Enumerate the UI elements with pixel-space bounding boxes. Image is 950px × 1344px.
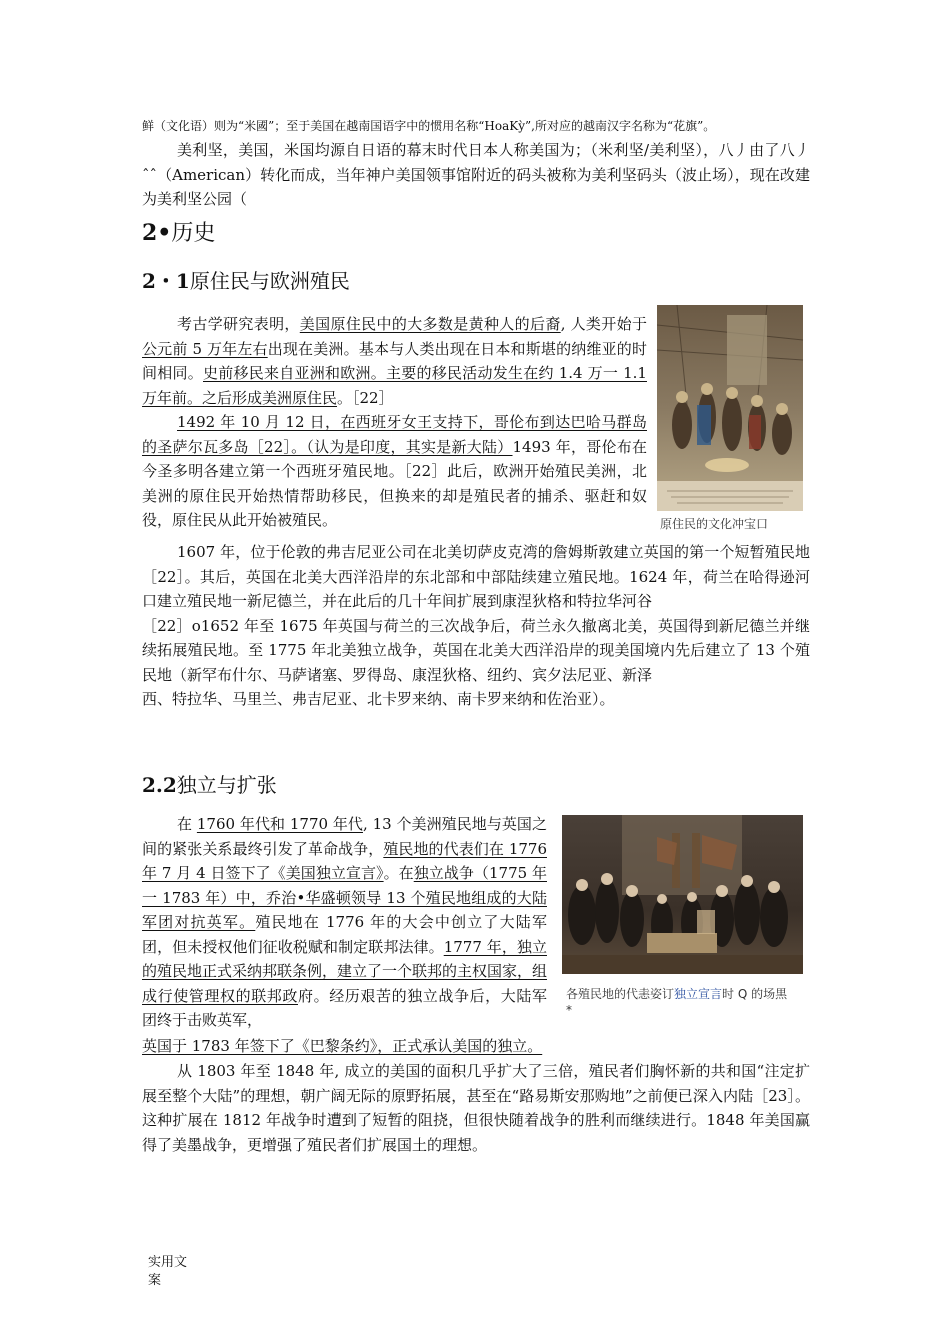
intro-text: 美利坚，美国，米国均源自日语的幕末时代日本人称美国为；（米利坚/美利坚），八丿由了八丿ˆˆ（American）转化而成，当年神户美国领事馆附近的码头被称为美利坚码头（波止场），现在改建为美利坚公园（ bbox=[142, 141, 810, 208]
section-2-2-expansion bbox=[142, 1059, 810, 1157]
section-2-1-colonies bbox=[142, 540, 810, 712]
top-line: 鲜（文化语）则为“米國”；至于美国在越南国语字中的惯用名称“HoaKỳ”,所对应的越南汉字名称为“花旗”。 bbox=[142, 119, 716, 133]
link-articles-of-confederation[interactable]: 1777 年，独立的殖民地正式采纳邦联条例，建立了一个联邦的主权国家，组成行使管理权的联邦政 bbox=[142, 937, 548, 1005]
link-50000-bc[interactable]: 公元前 5 万年左右 bbox=[142, 339, 268, 358]
link-declaration-signing[interactable]: 殖民地的代表们在 1776 年 7 月 4 日签下了《美国独立宣言》 bbox=[142, 839, 547, 882]
paragraph-expansion: 从 1803 年至 1848 年, 成立的美国的面积几乎扩大了三倍，殖民者们胸怀新的共和国“注定扩展至整个大陆”的理想，朝广阔无际的原野拓展，甚至在“路易斯安那购地”之前便已深入内陆［23］。这种扩展在 1812 年战争时遭到了短暂的阻挠，但很快随着战争的胜利而继续进行。1848 年美国赢得了美墨战争，更增强了殖民者们扩展国土的理想。 bbox=[142, 1062, 810, 1154]
painting-picture-icon bbox=[562, 815, 803, 974]
caption-link-declaration[interactable]: 独立宣言 bbox=[674, 987, 723, 1001]
section-2-1-heading bbox=[142, 267, 350, 295]
native-culture-illustration bbox=[657, 305, 803, 511]
engraving-picture-icon bbox=[657, 305, 803, 511]
footer-line-1: 实用文 bbox=[148, 1255, 188, 1270]
declaration-figure-caption: 各殖民地的代恚姿订独立宣言时 Q 的场黒 * bbox=[566, 987, 788, 1017]
link-treaty-of-paris[interactable]: 英国于 1783 年签下了《巴黎条约》，正式承认美国的独立。 bbox=[142, 1037, 543, 1055]
intro-paragraph bbox=[142, 138, 810, 212]
section-2-2-number: 2.2 bbox=[142, 773, 177, 797]
footer bbox=[148, 1254, 198, 1290]
native-figure-caption: 原住民的文化冲宝口 bbox=[660, 517, 769, 531]
paragraph-native-origins: 考古学研究表明，美国原住民中的大多数是黄种人的后裔, 人类开始于公元前 5 万年左右出现在美洲。基本与人类出现在日本和斯堪的纳维亚的时间相同。史前移民来自亚洲和欧洲。主要的移民活动发生在约 1.4 万一 1.1 万年前。之后形成美洲原住民。［22］ bbox=[142, 315, 647, 407]
section-2-2-heading bbox=[142, 771, 277, 799]
section-2-1-body bbox=[142, 312, 647, 533]
paragraph-jamestown: 1607 年，位于伦敦的弗吉尼亚公司在北美切萨皮克湾的詹姆斯敦建立英国的第一个短暂殖民地［22］。其后，英国在北美大西洋沿岸的东北部和中部陆续建立殖民地。1624 年，荷兰在哈得逊河口建立殖民地一新尼德兰，并在此后的几十年间扩展到康涅狄格和特拉华河谷 bbox=[142, 543, 810, 610]
link-war-of-independence[interactable]: 独立战争（1775 年一 1783 年）中，乔治•华盛顿领导 13 个殖民地组成的大陆军团对抗英军。 bbox=[142, 864, 547, 931]
declaration-painting bbox=[562, 815, 803, 974]
paragraph-thirteen-colonies: ［22］o1652 年至 1675 年英国与荷兰的三次战争后，荷兰永久撤离北美，英国得到新尼德兰并继续拓展殖民地。至 1775 年北美独立战争，英国在北美大西洋沿岸的现美国境内先后建立了 13 个殖民地（新罕布什尔、马萨诸塞、罗得岛、康涅狄格、纽约、宾夕法尼亚、新泽 bbox=[142, 616, 810, 684]
section-2-title: 历史 bbox=[171, 221, 216, 246]
link-asian-descent[interactable]: 美国原住民中的大多数是黄种人的后裔 bbox=[299, 315, 561, 333]
section-2-heading bbox=[142, 218, 215, 249]
link-prehistoric-migration[interactable]: 史前移民来自亚洲和欧洲。主要的移民活动发生在约 1.4 万一 1.1 万年前。之后形成美洲原住民 bbox=[142, 364, 647, 407]
section-2-1-title: 原住民与欧洲殖民 bbox=[189, 269, 350, 293]
link-1760s-1770s[interactable]: 1760 年代和 1770 年代 bbox=[196, 815, 363, 833]
section-2-number: 2• bbox=[142, 220, 172, 246]
footer-line-2: 案 bbox=[148, 1273, 162, 1288]
section-2-1-number: 2・1 bbox=[142, 269, 190, 293]
paris-treaty-line bbox=[142, 1034, 810, 1059]
section-2-2-body bbox=[142, 812, 547, 1033]
paragraph-revolution: 在 1760 年代和 1770 年代, 13 个美洲殖民地与英国之间的紧张关系最终引发了革命战争，殖民地的代表们在 1776 年 7 月 4 日签下了《美国独立宣言》。在独立战争（1775 年一 1783 年）中，乔治•华盛顿领导 13 个殖民地组成的大陆军团对抗英军。殖民地在 1776 年的大会中创立了大陆军团，但未授权他们征收税赋和制定联邦法律。1777 年，独立的殖民地正式采纳邦联条例，建立了一个联邦的主权国家，组成行使管理权的联邦政府。经历艰苦的独立战争后，大陆军团终于击败英军， bbox=[142, 815, 548, 1029]
paragraph-columbus: 1492 年 10 月 12 日，在西班牙女王支持下，哥伦布到达巴哈马群岛的圣萨尔瓦多岛［22］。（认为是印度，其实是新大陆）1493 年，哥伦布在今圣多明各建立第一个西班牙殖民地。［22］此后，欧洲开始殖民美洲，北美洲的原住民开始热情帮助移民，但换来的却是殖民者的捕杀、驱赶和奴役，原住民从此开始被殖民。 bbox=[142, 413, 647, 529]
link-columbus-1492[interactable]: 1492 年 10 月 12 日，在西班牙女王支持下，哥伦布到达巴哈马群岛的圣萨尔瓦多岛［22］。（认为是印度，其实是新大陆） bbox=[142, 413, 647, 456]
section-2-2-title: 独立与扩张 bbox=[176, 773, 277, 797]
paragraph-colonies-list-end: 西、特拉华、马里兰、弗吉尼亚、北卡罗来纳、南卡罗来纳和佐治亚）。 bbox=[142, 690, 615, 708]
